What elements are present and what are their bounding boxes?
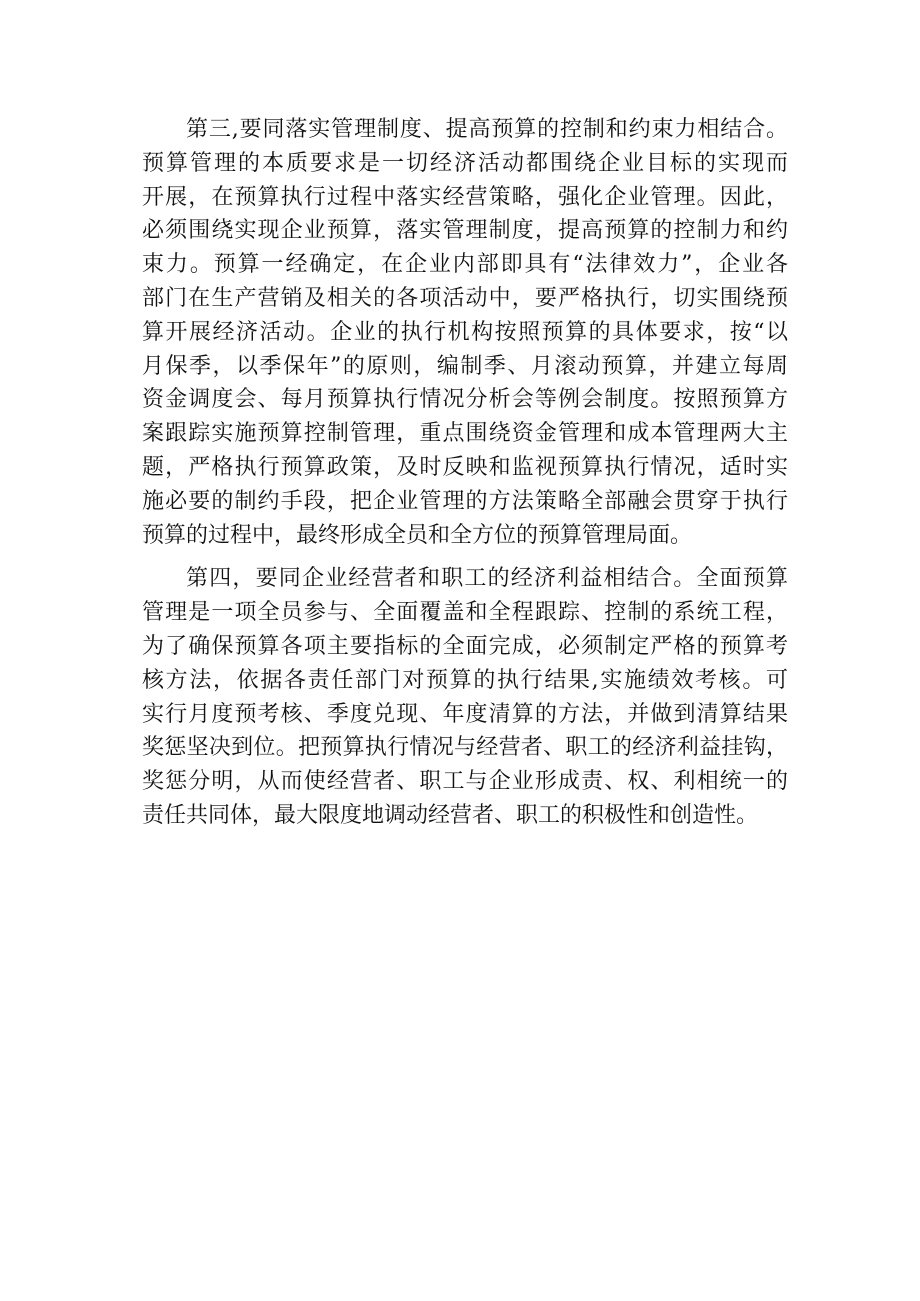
text-line: 预算管理的本质要求是一切经济活动都围绕企业目标的实现而: [142, 150, 788, 176]
text-line: 预算的过程中，最终形成全员和全方位的预算管理局面。: [142, 522, 693, 548]
text-line: 月保季，以季保年”的原则，编制季、月滚动预算，并建立每周: [142, 353, 788, 379]
text-line: 第四，要同企业经营者和职工的经济利益相结合。全面预算: [186, 566, 788, 592]
text-line: 开展，在预算执行过程中落实经营策略，强化企业管理。因此，: [142, 184, 788, 210]
text-line: 案跟踪实施预算控制管理，重点围绕资金管理和成本管理两大主: [142, 421, 788, 447]
text-line: 束力。预算一经确定，在企业内部即具有“法律效力”，企业各: [142, 252, 788, 278]
text-line: 资金调度会、每月预算执行情况分析会等例会制度。按照预算方: [142, 387, 788, 413]
text-line: 算开展经济活动。企业的执行机构按照预算的具体要求，按“以: [142, 319, 788, 345]
text-line: 奖惩分明，从而使经营者、职工与企业形成责、权、利相统一的: [142, 769, 788, 795]
text-line: 必须围绕实现企业预算，落实管理制度，提高预算的控制力和约: [142, 218, 788, 244]
text-line: 部门在生产营销及相关的各项活动中，要严格执行，切实围绕预: [142, 285, 788, 311]
text-line: 第三,要同落实管理制度、提高预算的控制和约束力相结合。: [186, 117, 788, 142]
text-line: 核方法，依据各责任部门对预算的执行结果,实施绩效考核。可: [142, 667, 788, 693]
text-line: 实行月度预考核、季度兑现、年度清算的方法，并做到清算结果: [142, 701, 788, 727]
text-line: 题，严格执行预算政策，及时反映和监视预算执行情况，适时实: [142, 454, 788, 480]
text-line: 为了确保预算各项主要指标的全面完成，必须制定严格的预算考: [142, 633, 788, 659]
paragraph-third-point: [142, 113, 788, 552]
text-line: 施必要的制约手段，把企业管理的方法策略全部融会贯穿于执行: [142, 488, 788, 514]
text-line: 奖惩坚决到位。把预算执行情况与经营者、职工的经济利益挂钩，: [142, 735, 788, 761]
text-line: 责任共同体，最大限度地调动经营者、职工的积极性和创造性。: [142, 802, 759, 828]
text-line: 管理是一项全员参与、全面覆盖和全程跟踪、控制的系统工程，: [142, 600, 788, 626]
document-body: [142, 113, 788, 833]
paragraph-fourth-point: [142, 562, 788, 832]
